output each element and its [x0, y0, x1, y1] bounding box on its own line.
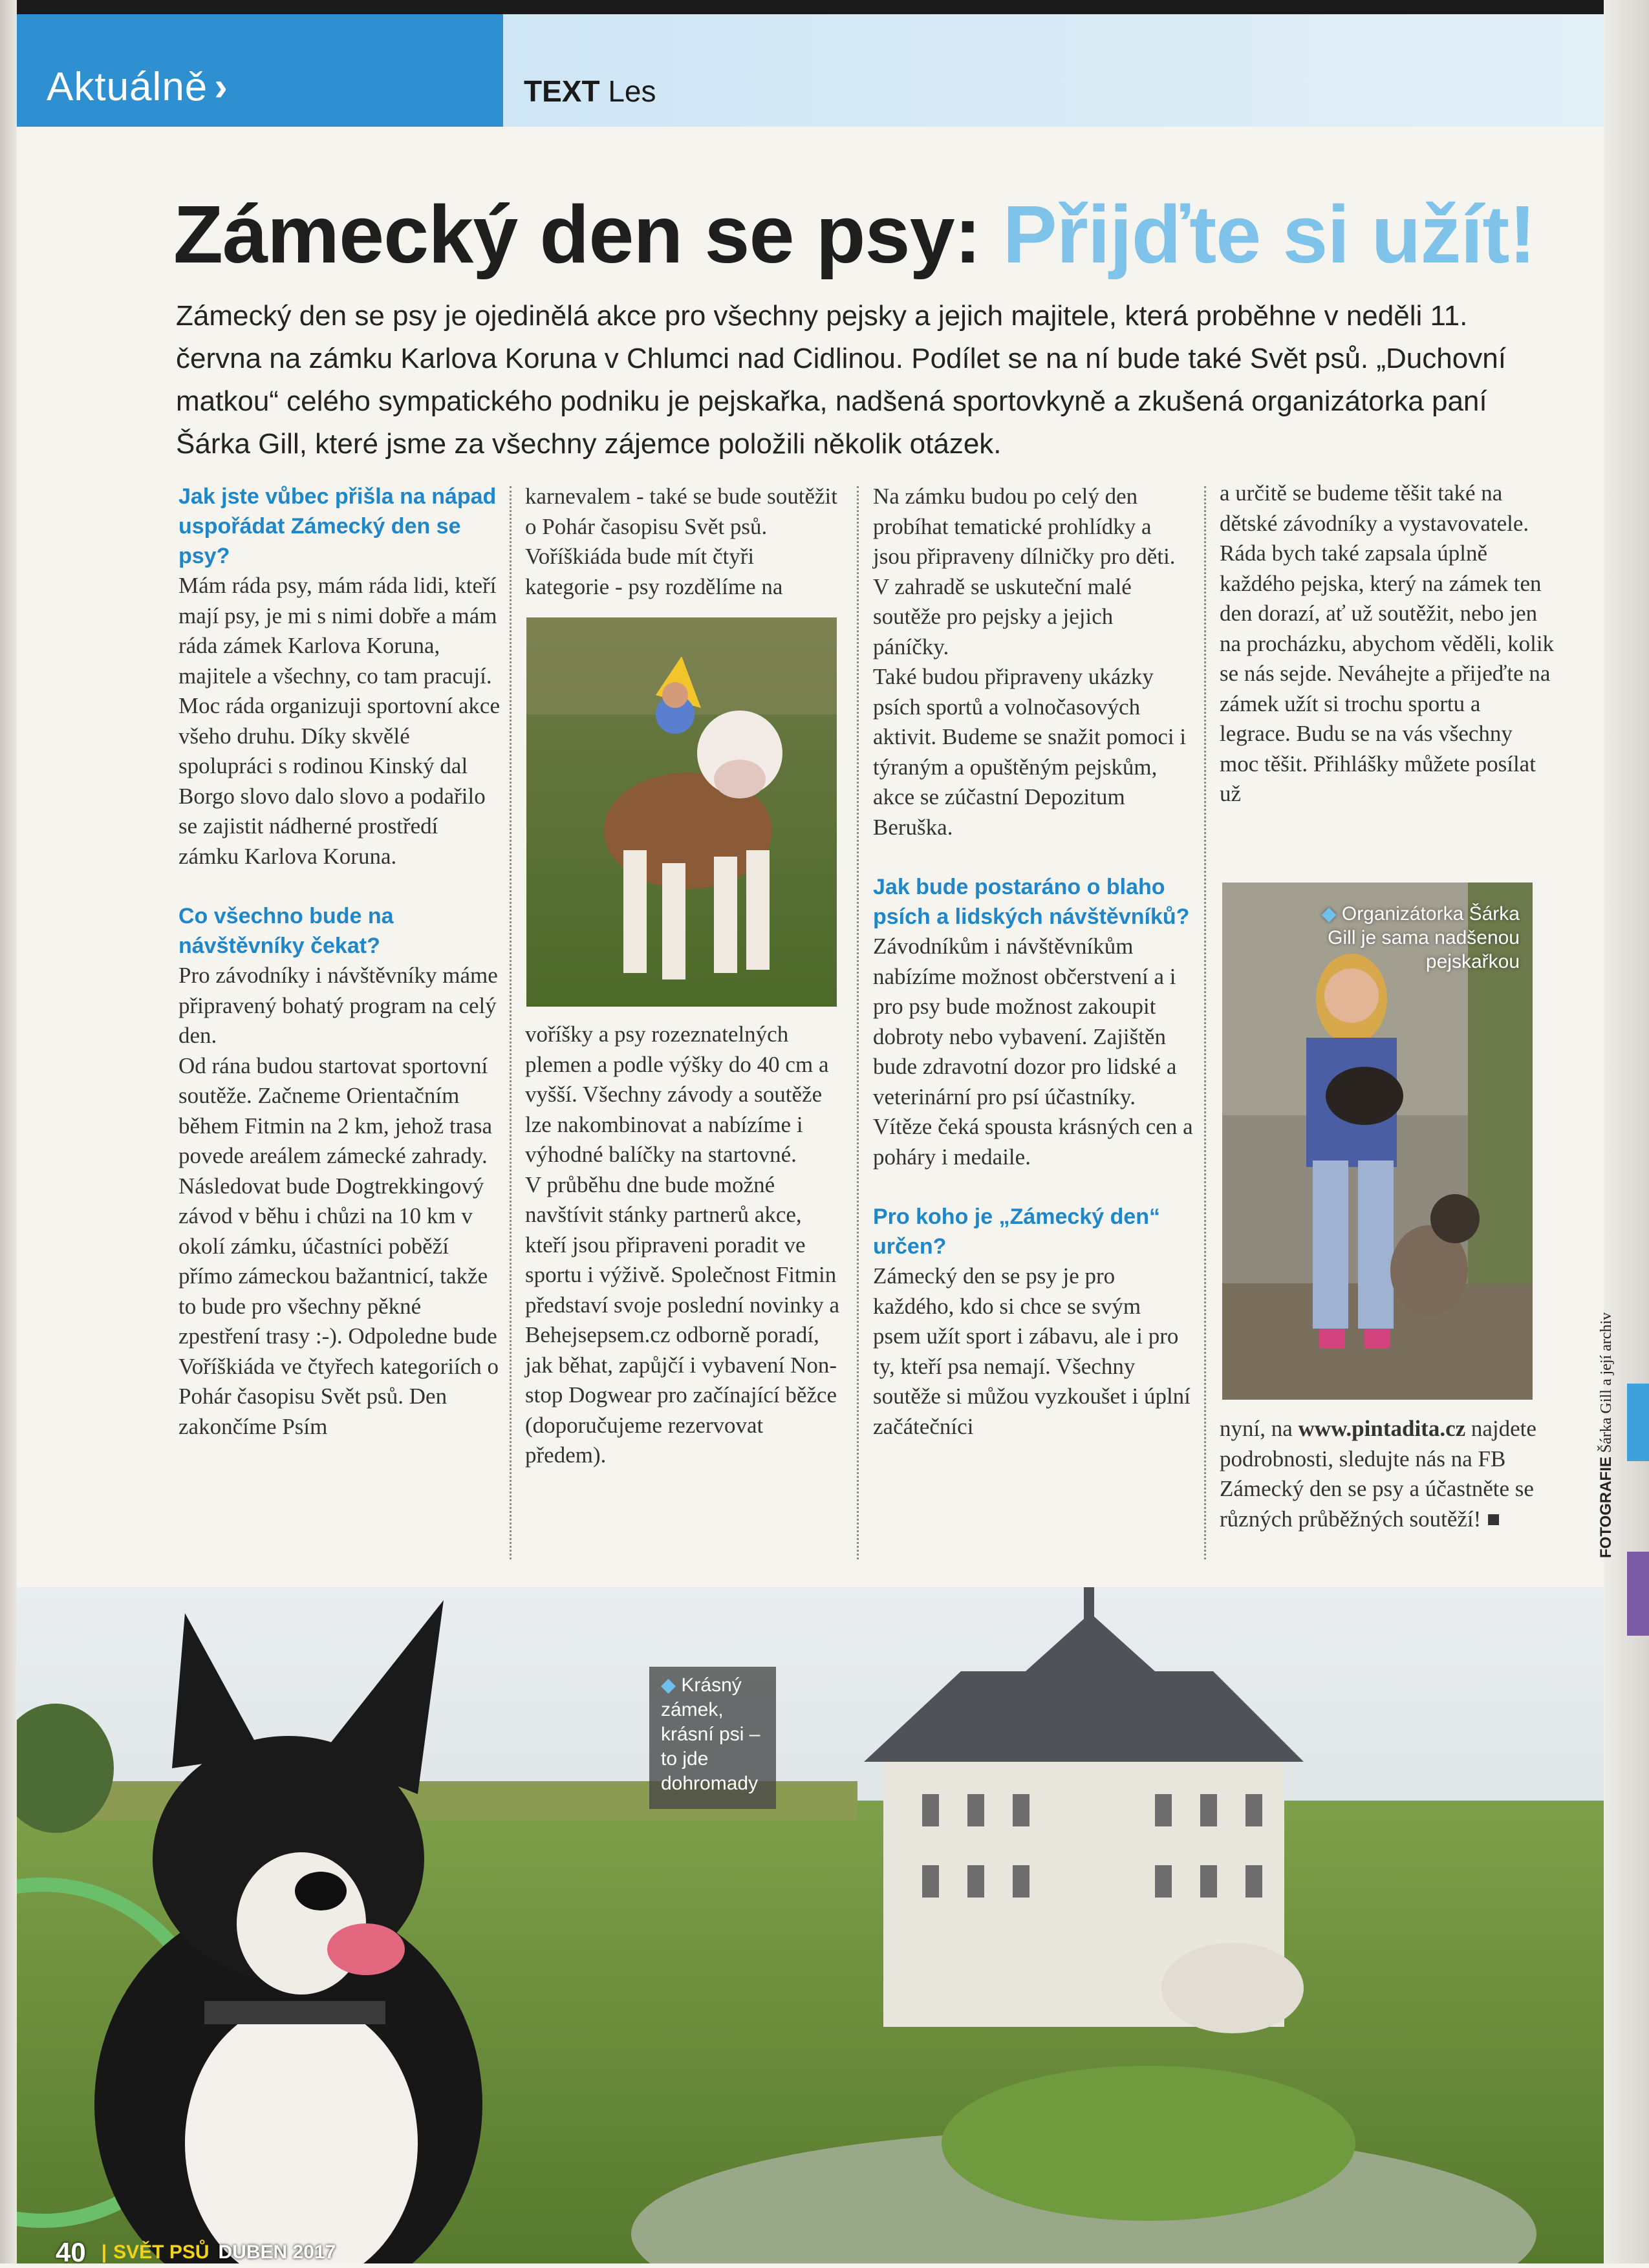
diamond-bullet-icon: ◆ — [1321, 903, 1337, 925]
answer-paragraph: Od rána budou startovat sportovní soutěže. Začneme Orientačním během Fitmin na 2 km, jehož trasa povede areálem zámecké zahrady. Následovat bude Dogtrekkingový závod v běhu i chůzi na 10 km v okolí zámku, účastníci poběží přímo zámeckou bažantnicí, takže to bude pro všechny pěkné zpestření trasy :-). Odpoledne bude Voříškiáda ve čtyřech kategoriích o Pohár časopisu Svět psů. Den zakončíme Psím — [178, 1053, 499, 1439]
column-divider — [857, 486, 859, 1559]
article-column-4-cont — [1220, 1414, 1556, 1534]
headline-accent: Přijďte si užít! — [1002, 189, 1536, 280]
section-title: Aktuálně — [47, 65, 208, 109]
credit-bar — [503, 14, 1604, 127]
page-footer — [56, 2237, 336, 2267]
text-credit — [524, 74, 656, 109]
top-dark-band — [17, 0, 1604, 14]
edge-tab-blue — [1627, 1384, 1649, 1461]
body-paragraph: V průběhu dne bude možné navštívit stánky partnerů akce, kteří jsou připraveni poradit ve sportu i výživě. Společnost Fitmin představí svoje poslední novinky a Behejsepsem.cz odborně poradí, jak běhat, zapůjčí i vybavení Non-stop Dogwear pro začínající běžce (doporučujeme rezervovat předem). — [525, 1171, 840, 1468]
answer-paragraph: Mám ráda psy, mám ráda lidi, kteří mají psy, je mi s nimi dobře a mám ráda zámek Karlova Koruna, majitele a všechny, co tam pracují. Moc ráda organizuji sportovní akce všeho druhu. Díky skvělé spolupráci s rodinou Kinský dal Borgo slovo dalo slovo a podařilo se zajistit nádherné prostředí zámku Karlova Koruna. — [178, 573, 500, 869]
caption-organizer — [1306, 902, 1520, 974]
headline — [173, 187, 1557, 281]
body-paragraph: Na zámku budou po celý den probíhat tematické prohlídky a jsou připraveny dílničky pro děti. — [873, 484, 1176, 569]
headline-main: Zámecký den se psy: — [173, 189, 981, 280]
page-number: 40 — [56, 2237, 86, 2267]
website-link[interactable]: www.pintadita.cz — [1298, 1416, 1466, 1441]
caption-organizer-text: Organizátorka Šárka Gill je sama nadšenou pejskařkou — [1328, 903, 1520, 972]
question-heading: Co všechno bude na návštěvníky čekat? — [178, 904, 394, 958]
body-paragraph — [1220, 1414, 1556, 1534]
next-page-edge — [1604, 0, 1649, 2263]
photo-costumed-crested-dog — [526, 617, 837, 1007]
body-paragraph: Ráda bych také zapsala úplně každého pejska, který na zámek ten den dorazí, ať už soutěžit, nebo jen na procházku, abychom věděli, kolik se nás sejde. Neváhejte a přijeďte na zámek užít si trochu sportu a legrace. Budu se na vás všechny moc těšit. Přihlášky můžete posílat už — [1220, 540, 1555, 806]
question-heading: Jak bude postaráno o blaho psích a lidských návštěvníků? — [873, 875, 1190, 929]
photo-credit-label: FOTOGRAFIE — [1597, 1457, 1615, 1558]
photo-credit-text: Šárka Gill a její archiv — [1598, 1312, 1615, 1453]
end-mark-icon: ■ — [1487, 1506, 1501, 1532]
body-paragraph: a určitě se budeme těšit také na dětské závodníky a vystavovatele. — [1220, 480, 1529, 536]
edge-tab-purple — [1627, 1552, 1649, 1636]
author: Les — [608, 74, 656, 108]
caption-castle — [649, 1667, 776, 1809]
column-divider — [510, 486, 512, 1559]
footer-separator: | — [101, 2241, 107, 2263]
article-column-1 — [178, 482, 502, 1442]
body-paragraph: karnevalem - také se bude soutěžit o Pohár časopisu Svět psů. Voříškiáda bude mít čtyři kategorie - psy rozdělíme na — [525, 484, 837, 599]
page-spine — [0, 0, 17, 2263]
column-divider — [1204, 486, 1206, 1559]
caption-castle-text: Krásný zámek, krásní psi – to jde dohromady — [661, 1674, 760, 1794]
answer-paragraph: Zámecký den se psy je pro každého, kdo si chce se svým psem užít sport i zábavu, ale i pro ty, kteří psa nemají. Všechny soutěže si můžou vyzkoušet i úplní začátečníci — [873, 1263, 1191, 1439]
body-paragraph: voříšky a psy rozeznatelných plemen a podle výšky do 40 cm a vyšší. Všechny závody a soutěže lze nakombinovat a nabízíme i výhodné balíčky na startovné. — [525, 1022, 829, 1167]
diamond-bullet-icon: ◆ — [661, 1674, 676, 1696]
magazine-name: SVĚT PSŮ — [113, 2241, 210, 2263]
article-column-3 — [873, 482, 1193, 1442]
article-column-2 — [525, 482, 842, 602]
photo-credit — [1597, 1312, 1615, 1558]
section-label — [47, 64, 228, 110]
body-paragraph: V zahradě se uskuteční malé soutěže pro pejsky a jejich páníčky. — [873, 573, 1132, 659]
body-paragraph: Také budou připraveny ukázky psích sportů a volnočasových aktivit. Budeme se snažit pomoci i týraným a opuštěným pejskům, akce se zúčastní Depozitum Beruška. — [873, 664, 1187, 840]
body-text: nyní, na — [1220, 1416, 1299, 1441]
article-column-4 — [1220, 478, 1556, 809]
section-header — [17, 14, 503, 127]
lead-paragraph: Zámecký den se psy je ojedinělá akce pro všechny pejsky a jejich majitele, která proběhne v neděli 11. června na zámku Karlova Koruna v Chlumci nad Cidlinou. Podílet se na ní bude také Svět psů. „Duchovní matkou“ celého sympatického podniku je pejskařka, nadšená sportovkyně a zkušená organizátorka paní Šárka Gill, které jsme za všechny zájemce položili několik otázek. — [176, 300, 1506, 460]
text-label: TEXT — [524, 74, 600, 108]
body-text: najdete podrobnosti, sledujte nás na FB Zámecký den se psy a účastněte se různých průběžných soutěží! — [1220, 1416, 1536, 1532]
photo-dog-and-castle — [17, 1587, 1604, 2263]
answer-paragraph: Pro závodníky i návštěvníky máme připravený bohatý program na celý den. — [178, 963, 498, 1048]
issue-date: DUBEN 2017 — [218, 2241, 336, 2263]
chevron-right-icon: › — [214, 65, 228, 109]
article-column-2-cont — [525, 1020, 842, 1471]
question-heading: Jak jste vůbec přišla na nápad uspořádat Zámecký den se psy? — [178, 484, 497, 568]
answer-paragraph: Závodníkům i návštěvníkům nabízíme možnost občerstvení a i pro psy bude možnost zakoupit dobroty nebo vybavení. Zajištěn bude zdravotní dozor pro lidské a veterinární pro psí účastníky. Vítěze čeká spousta krásných cen a poháry i medaile. — [873, 934, 1193, 1170]
question-heading: Pro koho je „Zámecký den“ určen? — [873, 1204, 1161, 1259]
